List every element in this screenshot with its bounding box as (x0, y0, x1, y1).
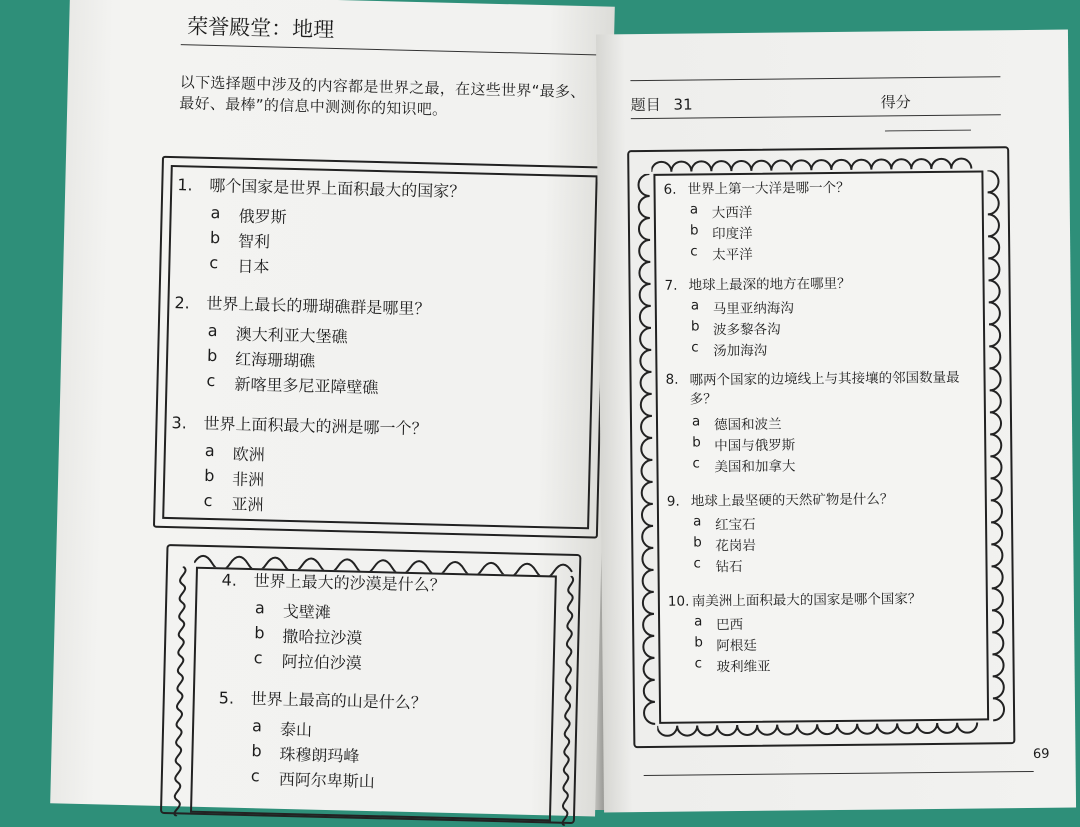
question-10 (668, 587, 922, 677)
option-c: c 玻利维亚 (694, 655, 771, 676)
question-text: 哪个国家是世界上面积最大的国家？ (209, 175, 466, 202)
question-number: 4. (221, 570, 238, 590)
score-field (881, 90, 1001, 131)
option-c: c 阿拉伯沙漠 (253, 648, 362, 673)
question-3 (169, 410, 428, 521)
option-b: b 撒哈拉沙漠 (254, 623, 363, 648)
question-text: 哪两个国家的边境线上与其接壤的邻国数量最多？ (689, 369, 960, 408)
question-8 (665, 369, 966, 477)
option-a: a 欧洲 (204, 440, 266, 465)
option-a: a 戈壁滩 (254, 598, 332, 623)
quiz-header (631, 90, 1001, 115)
right-page (596, 30, 1076, 813)
option-b: b 波多黎各沟 (690, 318, 781, 339)
question-number: 7. (664, 277, 678, 294)
footer-rule (644, 771, 1034, 776)
scroll-border-left (166, 566, 194, 816)
option-a: a 巴西 (694, 613, 744, 634)
option-b: b 印度洋 (689, 222, 753, 243)
title-rule (181, 44, 601, 55)
option-a: a 大西洋 (689, 201, 753, 222)
option-c: c 钻石 (693, 555, 743, 576)
scallop-border-bottom (657, 720, 993, 744)
option-c: c 新喀里多尼亚障壁礁 (206, 370, 379, 398)
option-b: b 智利 (209, 227, 271, 252)
option-c: c 西阿尔卑斯山 (250, 766, 376, 792)
topic-number: 31 (673, 95, 693, 114)
option-c: c 太平洋 (690, 243, 753, 264)
question-5 (217, 685, 428, 795)
option-c: c 美国和加拿大 (692, 455, 796, 476)
question-number: 2. (174, 293, 190, 313)
question-number: 5. (218, 688, 235, 708)
topic-label: 题目 (630, 95, 661, 115)
option-a: a 红宝石 (692, 513, 756, 534)
left-page (50, 0, 615, 817)
question-9 (667, 487, 894, 576)
question-number: 8. (665, 371, 679, 388)
option-c: c 汤加海沟 (691, 339, 768, 360)
question-text: 地球上最坚硬的天然矿物是什么？ (690, 491, 894, 510)
option-b: b 珠穆朗玛峰 (251, 741, 360, 766)
question-number: 10. (667, 593, 690, 610)
question-4 (219, 567, 446, 677)
header-rule-top (630, 76, 1000, 81)
option-a: a 俄罗斯 (210, 202, 287, 227)
option-b: b 阿根廷 (694, 634, 757, 655)
question-text: 南美洲上面积最大的国家是哪个国家？ (691, 591, 922, 610)
option-c: c 亚洲 (203, 490, 264, 515)
page-number: 69 (1032, 746, 1050, 762)
intro-text: 以下选择题中涉及的内容都是世界之最，在这些世界“最多、最好、最棒”的信息中测测你的知识吧。 (179, 73, 586, 119)
question-text: 世界上最长的珊瑚礁群是哪里？ (206, 293, 431, 319)
question-1 (175, 172, 465, 284)
option-b: b 花岗岩 (693, 534, 756, 555)
score-label: 得分 (880, 93, 911, 112)
question-text: 地球上最深的地方在哪里？ (688, 275, 851, 294)
option-b: b 非洲 (204, 465, 265, 490)
question-text: 世界上第一大洋是哪一个？ (687, 179, 850, 198)
chapter-title: 荣誉殿堂：地理 (186, 14, 335, 42)
question-number: 9. (666, 493, 680, 510)
question-7 (664, 272, 851, 361)
option-b: b 红海珊瑚礁 (206, 345, 316, 371)
scallop-border-right (985, 170, 1011, 722)
question-number: 3. (171, 413, 188, 433)
question-6 (663, 176, 850, 265)
scroll-border-right (556, 576, 580, 826)
option-a: a 泰山 (251, 716, 313, 740)
question-number: 6. (663, 181, 677, 198)
option-a: a 马里亚纳海沟 (690, 297, 794, 318)
option-a: a 德国和波兰 (691, 413, 782, 434)
option-c: c 日本 (209, 252, 270, 277)
question-text: 世界上最大的沙漠是什么？ (253, 571, 446, 595)
question-number: 1. (177, 175, 193, 195)
option-a: a 澳大利亚大堡礁 (207, 320, 348, 347)
question-text: 世界上面积最大的洲是哪一个？ (203, 413, 428, 439)
option-b: b 中国与俄罗斯 (692, 434, 796, 455)
question-text: 世界上最高的山是什么？ (250, 689, 427, 713)
question-2 (172, 290, 431, 401)
